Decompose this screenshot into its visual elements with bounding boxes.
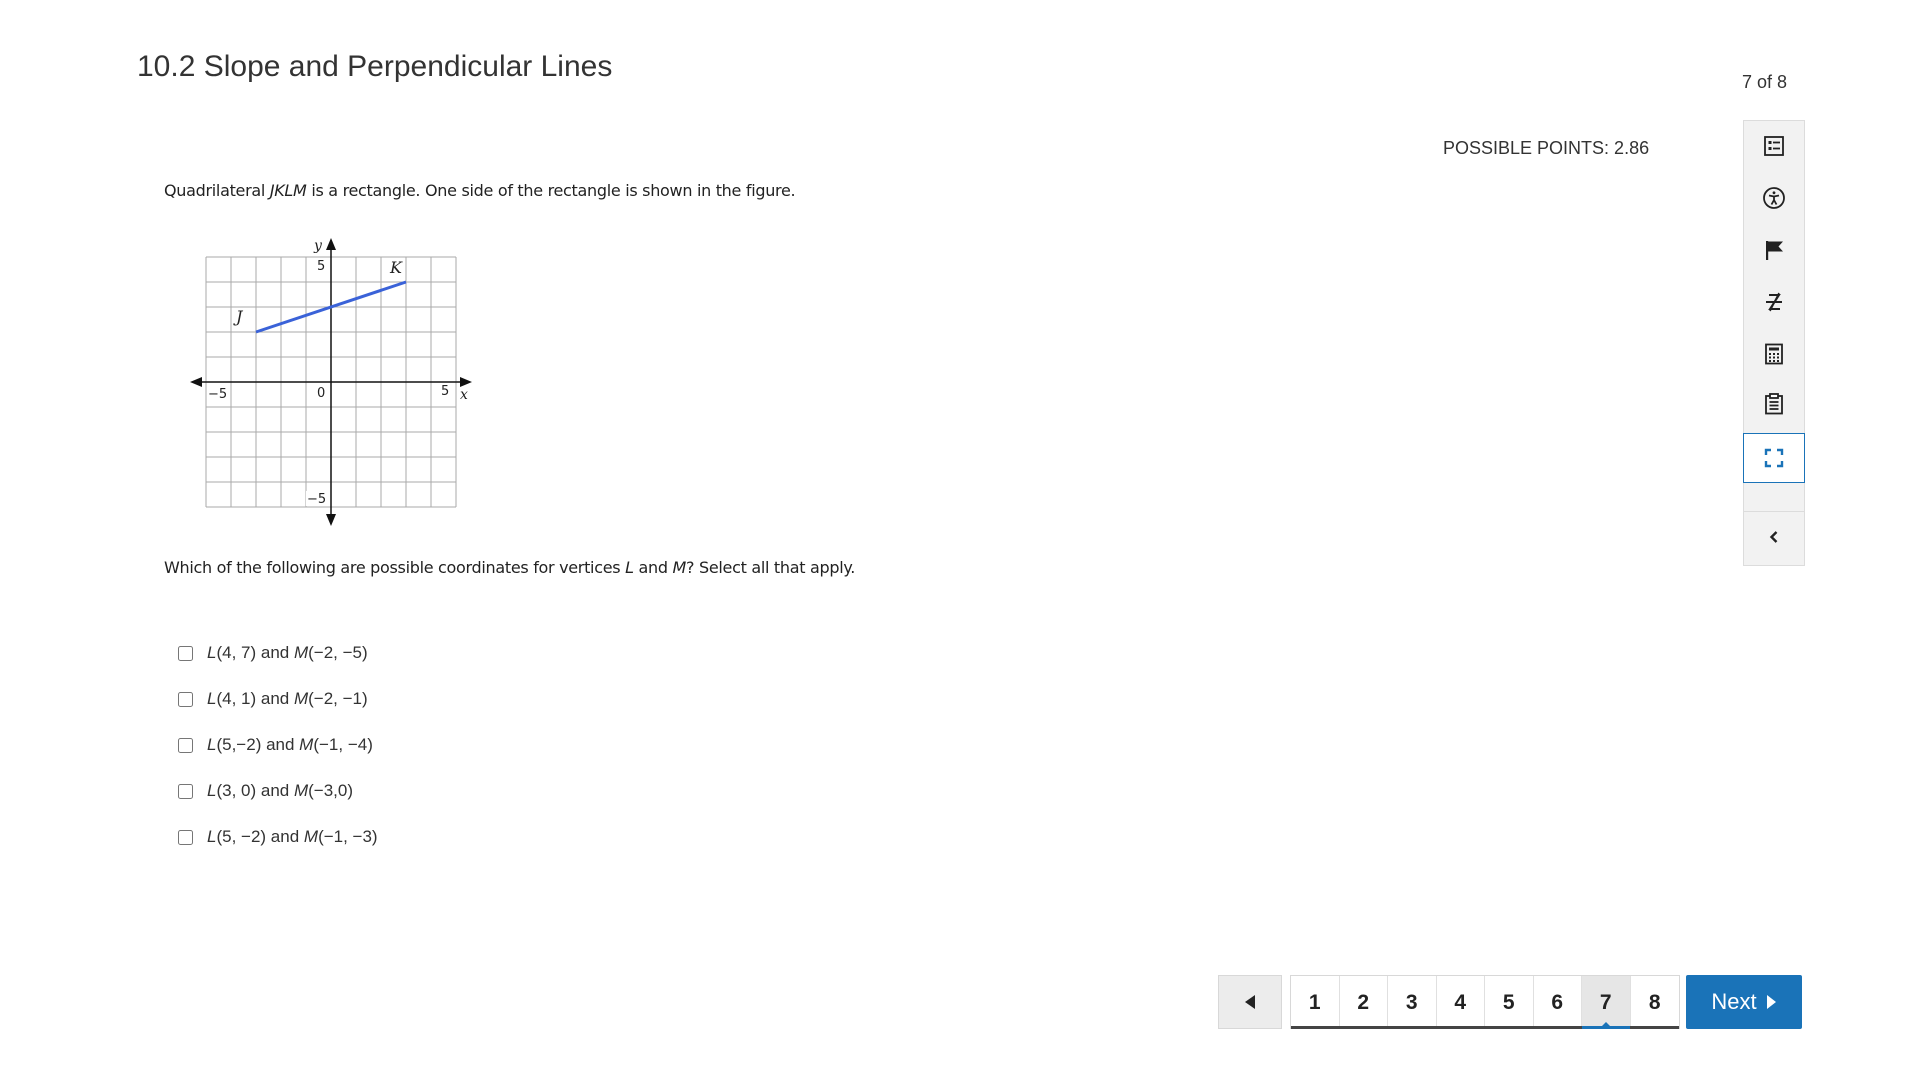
page-button-7[interactable]: 7	[1582, 976, 1631, 1029]
answer-label: L(5, −2) and M(−1, −3)	[207, 827, 378, 846]
page-button-5[interactable]: 5	[1485, 976, 1534, 1029]
page-button-4[interactable]: 4	[1437, 976, 1486, 1029]
tick-label-yneg5: −5	[307, 492, 327, 507]
next-arrow-icon	[1765, 993, 1777, 1011]
answer-choices	[178, 630, 378, 860]
x-axis-right-arrow	[460, 377, 472, 387]
possible-points: POSSIBLE POINTS: 2.86	[1443, 138, 1650, 158]
answer-label: L(4, 7) and M(−2, −5)	[207, 643, 368, 662]
accessibility-button[interactable]	[1744, 173, 1804, 223]
page-button-1[interactable]: 1	[1291, 976, 1340, 1029]
next-button-label: Next	[1711, 989, 1757, 1014]
answer-choice[interactable]	[178, 676, 378, 722]
fullscreen-icon	[1762, 446, 1786, 470]
answer-label: L(4, 1) and M(−2, −1)	[207, 689, 368, 708]
tick-label-x5: 5	[441, 384, 450, 399]
tick-label-xneg5: −5	[208, 387, 228, 402]
flag-button[interactable]	[1744, 225, 1804, 275]
flag-icon	[1762, 238, 1786, 262]
answer-checkbox[interactable]	[178, 738, 193, 753]
question-prompt: Quadrilateral JKLM is a rectangle. One side of the rectangle is shown in the figure.	[164, 181, 796, 200]
answer-checkbox[interactable]	[178, 830, 193, 845]
strikethrough-icon	[1762, 290, 1786, 314]
question-instruction: Which of the following are possible coordinates for vertices L and M? Select all that apply.	[164, 558, 856, 577]
y-axis-down-arrow	[326, 514, 336, 526]
question-progress: 7 of 8	[1742, 72, 1788, 92]
question-list-icon	[1762, 134, 1786, 158]
coordinate-graph	[186, 232, 486, 532]
notepad-button[interactable]	[1744, 379, 1804, 429]
point-label-k: K	[390, 258, 402, 277]
next-button[interactable]	[1686, 975, 1802, 1029]
answer-checkbox[interactable]	[178, 692, 193, 707]
calculator-button[interactable]	[1744, 329, 1804, 379]
previous-button[interactable]	[1218, 975, 1282, 1029]
tick-label-y5: 5	[317, 259, 326, 274]
collapse-panel-button[interactable]	[1744, 512, 1804, 562]
tool-panel	[1743, 120, 1805, 566]
collapse-icon	[1762, 525, 1786, 549]
page-numbers	[1290, 975, 1680, 1029]
page-button-8[interactable]: 8	[1648, 990, 1661, 1014]
answer-choice[interactable]	[178, 768, 378, 814]
answer-checkbox[interactable]	[178, 784, 193, 799]
question-pager	[1218, 975, 1802, 1029]
answer-choice[interactable]	[178, 814, 378, 860]
answer-label: L(5,−2) and M(−1, −4)	[207, 735, 373, 754]
calculator-icon	[1762, 342, 1786, 366]
fullscreen-button[interactable]	[1743, 433, 1805, 483]
point-label-j: J	[236, 307, 243, 326]
notepad-icon	[1762, 392, 1786, 416]
x-axis-label: x	[460, 387, 468, 403]
page-title: 10.2 Slope and Perpendicular Lines	[137, 50, 613, 83]
answer-choice[interactable]	[178, 722, 378, 768]
strikethrough-button[interactable]	[1744, 277, 1804, 327]
x-axis-left-arrow	[190, 377, 202, 387]
page-button-3[interactable]: 3	[1388, 976, 1437, 1029]
answer-checkbox[interactable]	[178, 646, 193, 661]
y-axis-label: y	[314, 238, 322, 254]
tick-label-origin: 0	[317, 386, 326, 401]
answer-choice[interactable]	[178, 630, 378, 676]
page-button-2[interactable]: 2	[1340, 976, 1389, 1029]
page-button-6[interactable]: 6	[1534, 976, 1583, 1029]
accessibility-icon	[1762, 186, 1786, 210]
question-list-button[interactable]	[1744, 121, 1804, 171]
previous-arrow-icon	[1242, 993, 1258, 1011]
y-axis-up-arrow	[326, 238, 336, 250]
answer-label: L(3, 0) and M(−3,0)	[207, 781, 354, 800]
